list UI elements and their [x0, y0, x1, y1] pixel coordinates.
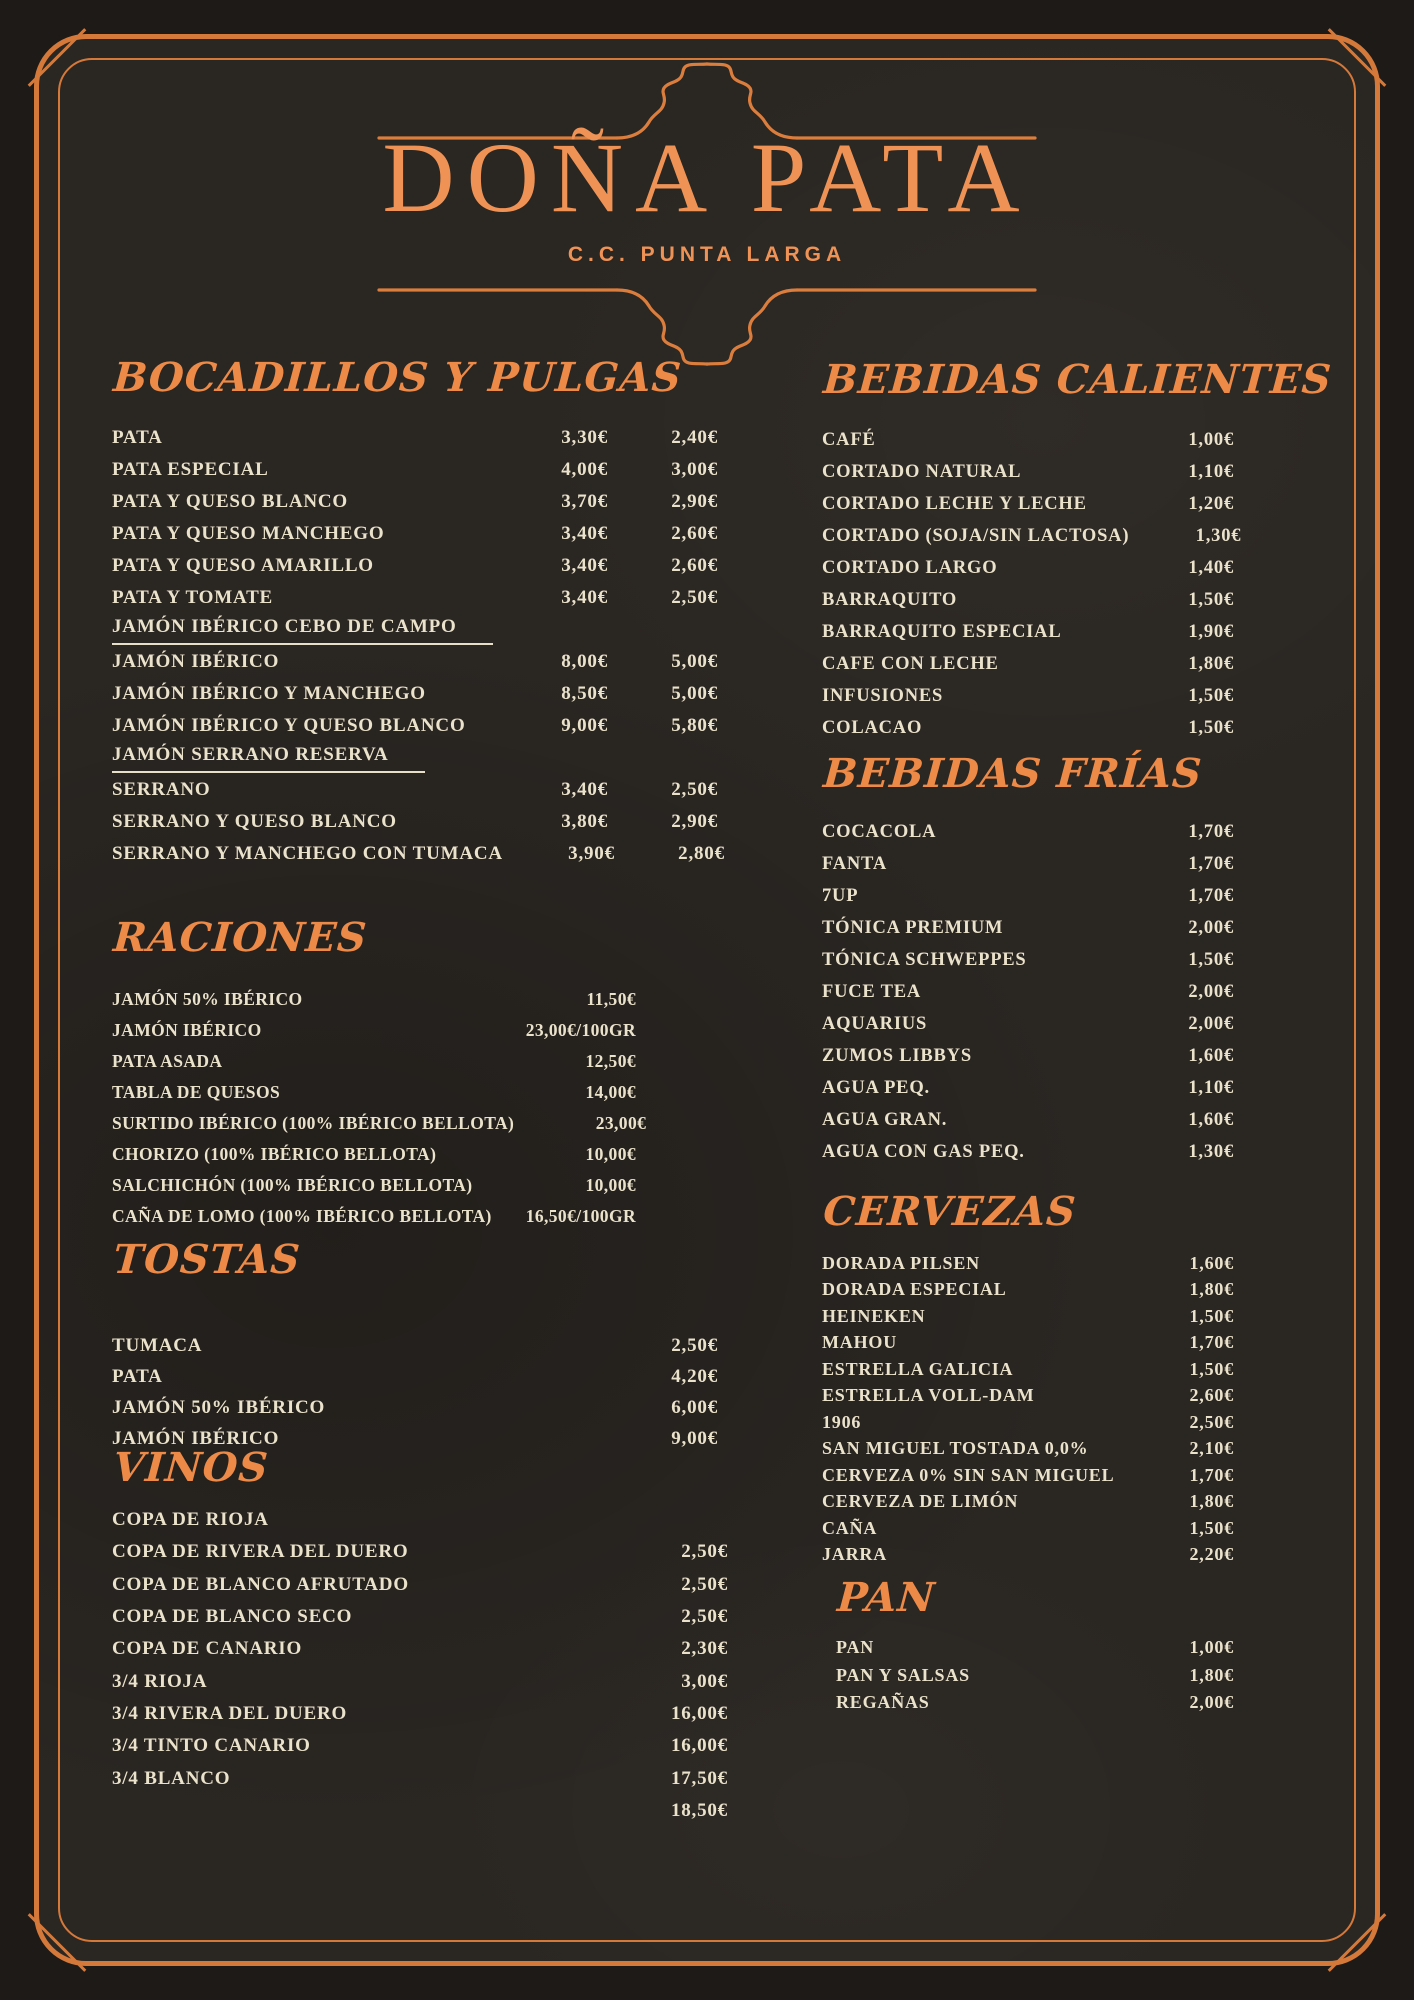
menu-section-tostas [111, 1236, 718, 1454]
section-items [822, 816, 1234, 1168]
item-name: PATA Y QUESO MANCHEGO [112, 523, 385, 544]
item-name: COCACOLA [822, 821, 937, 842]
item-name: PAN [836, 1637, 875, 1658]
item-price: 1,80€ [1189, 1491, 1234, 1512]
menu-item-row [112, 1795, 728, 1827]
item-price: 1,10€ [1188, 1077, 1234, 1098]
item-name: SALCHICHÓN (100% IBÉRICO BELLOTA) [112, 1175, 473, 1195]
menu-section-bocadillos [111, 354, 725, 870]
menu-item-row [822, 520, 1242, 552]
item-name: CERVEZA 0% SIN SAN MIGUEL [822, 1464, 1115, 1485]
item-name: TUMACA [112, 1334, 203, 1356]
section-items [112, 1504, 728, 1827]
item-price: 1,60€ [1188, 1109, 1234, 1130]
menu-item-row [112, 1330, 718, 1361]
item-name: TABLA DE QUESOS [112, 1082, 281, 1102]
item-price-2: 2,40€ [671, 427, 718, 448]
menu-item-row [822, 1356, 1234, 1383]
item-price-1: 4,00€ [561, 459, 608, 480]
menu-section-cervezas [821, 1188, 1234, 1568]
item-name: HEINEKEN [822, 1305, 926, 1326]
section-items [822, 424, 1242, 744]
menu-section-calientes [821, 356, 1334, 744]
item-price: 1,50€ [1189, 1358, 1234, 1379]
item-price: 1,00€ [1188, 429, 1234, 450]
item-name: CAFÉ [822, 429, 876, 450]
item-name: SERRANO [112, 779, 211, 800]
menu-item-row [822, 1303, 1234, 1330]
menu-item-row [822, 1462, 1234, 1489]
item-price-1: 3,30€ [561, 427, 608, 448]
item-name: COPA DE RIOJA [112, 1509, 269, 1531]
item-price: 1,10€ [1188, 461, 1234, 482]
menu-item-row [112, 710, 718, 742]
item-name: REGAÑAS [836, 1692, 930, 1713]
menu-item-row [112, 454, 718, 486]
item-price: 10,00€ [585, 1175, 636, 1195]
menu-item-row [822, 1277, 1234, 1304]
section-items [836, 1634, 1234, 1717]
item-name: CERVEZA DE LIMÓN [822, 1491, 1019, 1512]
item-price-1: 8,00€ [561, 651, 608, 672]
item-price: 2,10€ [1189, 1438, 1234, 1459]
item-price: 1,50€ [1189, 1517, 1234, 1538]
item-price: 2,30€ [681, 1638, 728, 1660]
item-name: FUCE TEA [822, 981, 922, 1002]
menu-item-row [112, 838, 725, 870]
item-price: 14,00€ [585, 1082, 636, 1102]
item-price: 2,60€ [1189, 1385, 1234, 1406]
item-price: 1,30€ [1188, 1141, 1234, 1162]
menu-item-row [112, 774, 718, 806]
menu-item-row [822, 976, 1234, 1008]
item-price: 12,50€ [585, 1051, 636, 1071]
menu-item-row [822, 1250, 1234, 1277]
item-price-2: 2,90€ [671, 491, 718, 512]
menu-item-row [822, 1383, 1234, 1410]
item-name: AQUARIUS [822, 1013, 928, 1034]
menu-item-row [822, 1008, 1234, 1040]
item-name: 3/4 BLANCO [112, 1767, 231, 1789]
item-name: JAMÓN IBÉRICO Y QUESO BLANCO [112, 715, 466, 736]
restaurant-subtitle: C.C. PUNTA LARGA [567, 243, 847, 266]
menu-section-frias [821, 750, 1234, 1168]
item-name: TÓNICA SCHWEPPES [822, 949, 1027, 970]
section-title-raciones: RACIONES [111, 914, 369, 961]
item-price-1: 3,40€ [561, 587, 608, 608]
menu-item-row [822, 912, 1234, 944]
menu-item-row [112, 1762, 728, 1794]
menu-item-row [822, 1040, 1234, 1072]
menu-item-row [822, 816, 1234, 848]
item-name: INFUSIONES [822, 685, 944, 706]
menu-item-row [822, 712, 1234, 744]
item-price: 23,00€/100GR [525, 1020, 636, 1040]
item-price: 1,80€ [1189, 1279, 1234, 1300]
menu-item-row [822, 944, 1234, 976]
item-price: 23,00€ [595, 1113, 647, 1133]
menu-item-row [822, 1436, 1234, 1463]
item-name: FANTA [822, 853, 887, 874]
item-price: 2,00€ [1188, 1013, 1234, 1034]
item-price: 2,20€ [1189, 1544, 1234, 1565]
item-name: DORADA ESPECIAL [822, 1279, 1007, 1300]
item-price: 1,90€ [1188, 621, 1234, 642]
item-price: 1,30€ [1195, 525, 1242, 546]
item-name: JAMÓN IBÉRICO CEBO DE CAMPO [112, 616, 493, 645]
menu-item-row [822, 424, 1234, 456]
item-name: 3/4 TINTO CANARIO [112, 1735, 311, 1757]
item-price: 1,70€ [1189, 1464, 1234, 1485]
item-name: CAFE CON LECHE [822, 653, 999, 674]
item-price: 11,50€ [586, 989, 636, 1009]
item-name: ZUMOS LIBBYS [822, 1045, 972, 1066]
item-name: CORTADO NATURAL [822, 461, 1022, 482]
item-name: MAHOU [822, 1332, 897, 1353]
section-title-pan: PAN [835, 1574, 937, 1621]
menu-section-vinos [111, 1444, 728, 1827]
item-name: CAÑA [822, 1517, 878, 1538]
item-name: JAMÓN IBÉRICO Y MANCHEGO [112, 683, 426, 704]
menu-item-row [822, 1542, 1234, 1569]
item-price: 2,50€ [681, 1606, 728, 1628]
item-name: PAN Y SALSAS [836, 1664, 970, 1685]
item-price-2: 2,60€ [671, 523, 718, 544]
item-name: CHORIZO (100% IBÉRICO BELLOTA) [112, 1144, 437, 1164]
section-items [822, 1250, 1234, 1568]
item-price: 2,00€ [1188, 917, 1234, 938]
item-name: DORADA PILSEN [822, 1252, 980, 1273]
menu-section-raciones [111, 914, 647, 1232]
item-price: 2,50€ [681, 1541, 728, 1563]
menu-item-row [822, 456, 1234, 488]
item-name: ESTRELLA GALICIA [822, 1358, 1014, 1379]
item-price-2: 2,50€ [671, 587, 718, 608]
menu-item-row [822, 1489, 1234, 1516]
menu-item-row [112, 1730, 728, 1762]
item-name: 7UP [822, 885, 859, 906]
section-items [112, 1330, 718, 1454]
menu-item-row [112, 1601, 728, 1633]
item-name: AGUA GRAN. [822, 1109, 948, 1130]
menu-item-row [112, 984, 636, 1015]
menu-subheader-row [112, 742, 718, 774]
item-name: JAMÓN IBÉRICO [112, 1427, 280, 1449]
item-price: 1,00€ [1189, 1637, 1234, 1658]
menu-item-row [822, 1136, 1234, 1168]
item-name: COPA DE BLANCO SECO [112, 1606, 353, 1628]
item-name: COLACAO [822, 717, 923, 738]
section-title-tostas: TOSTAS [111, 1236, 303, 1283]
menu-item-row [112, 1201, 636, 1232]
item-price-1: 3,80€ [561, 811, 608, 832]
item-name: COPA DE BLANCO AFRUTADO [112, 1573, 409, 1595]
menu-item-row [822, 1072, 1234, 1104]
header-ornament-bottom-icon [367, 258, 1047, 368]
item-price: 1,60€ [1189, 1252, 1234, 1273]
item-price: 2,00€ [1189, 1692, 1234, 1713]
menu-item-row [822, 1515, 1234, 1542]
item-name: CORTADO (SOJA/SIN LACTOSA) [822, 525, 1130, 546]
menu-item-row [822, 648, 1234, 680]
item-price: 1,70€ [1189, 1332, 1234, 1353]
item-price-2: 5,00€ [671, 683, 718, 704]
menu-item-row [836, 1662, 1234, 1690]
item-price-2: 2,50€ [671, 779, 718, 800]
item-price: 2,00€ [1188, 981, 1234, 1002]
section-items [112, 422, 725, 870]
item-name: TÓNICA PREMIUM [822, 917, 1004, 938]
item-name: SURTIDO IBÉRICO (100% IBÉRICO BELLOTA) [112, 1113, 515, 1133]
menu-item-row [822, 680, 1234, 712]
menu-item-row [112, 806, 718, 838]
menu-item-row [822, 584, 1234, 616]
item-name: CORTADO LECHE Y LECHE [822, 493, 1087, 514]
item-price: 18,50€ [670, 1799, 728, 1821]
menu-subheader-row [112, 614, 718, 646]
menu-item-row [112, 1392, 718, 1423]
menu-item-row [112, 1504, 728, 1536]
menu-item-row [112, 518, 718, 550]
menu-section-pan [835, 1574, 1234, 1717]
item-price: 9,00€ [671, 1427, 718, 1449]
menu-item-row [112, 678, 718, 710]
item-name: PATA ESPECIAL [112, 459, 269, 480]
item-price: 1,50€ [1188, 717, 1234, 738]
menu-item-row [112, 1170, 636, 1201]
item-price: 1,80€ [1189, 1664, 1234, 1685]
item-price: 1,20€ [1188, 493, 1234, 514]
item-name: PATA Y TOMATE [112, 587, 274, 608]
item-price: 1,50€ [1188, 685, 1234, 706]
item-price: 3,00€ [681, 1670, 728, 1692]
item-name: PATA ASADA [112, 1051, 223, 1071]
menu-item-row [112, 1046, 636, 1077]
section-title-calientes: BEBIDAS CALIENTES [821, 356, 1334, 403]
menu-item-row [112, 1633, 728, 1665]
item-price: 6,00€ [671, 1396, 718, 1418]
menu-item-row [112, 1698, 728, 1730]
item-name: BARRAQUITO ESPECIAL [822, 621, 1062, 642]
menu-item-row [112, 1077, 636, 1108]
item-name: 3/4 RIVERA DEL DUERO [112, 1702, 348, 1724]
menu-item-row [112, 550, 718, 582]
item-price: 2,50€ [1189, 1411, 1234, 1432]
item-name: CORTADO LARGO [822, 557, 998, 578]
section-title-vinos: VINOS [111, 1444, 271, 1491]
item-price-1: 3,40€ [561, 779, 608, 800]
item-price-1: 3,90€ [568, 843, 615, 864]
item-price: 1,40€ [1188, 557, 1234, 578]
item-price: 2,50€ [681, 1573, 728, 1595]
item-price: 16,50€/100GR [525, 1206, 636, 1226]
item-price-2: 3,00€ [671, 459, 718, 480]
menu-item-row [112, 422, 718, 454]
item-name: SERRANO Y QUESO BLANCO [112, 811, 397, 832]
item-price-2: 2,90€ [671, 811, 718, 832]
item-price-2: 5,00€ [671, 651, 718, 672]
menu-item-row [112, 582, 718, 614]
menu-item-row [836, 1634, 1234, 1662]
item-name: BARRAQUITO [822, 589, 958, 610]
item-name: JARRA [822, 1544, 887, 1565]
item-price: 1,70€ [1188, 821, 1234, 842]
item-price: 1,50€ [1188, 949, 1234, 970]
item-name: JAMÓN 50% IBÉRICO [112, 989, 303, 1009]
item-name: 1906 [822, 1411, 862, 1432]
item-price-1: 3,70€ [561, 491, 608, 512]
menu-item-row [822, 848, 1234, 880]
item-name: ESTRELLA VOLL-DAM [822, 1385, 1035, 1406]
menu-item-row [836, 1689, 1234, 1717]
item-price-1: 3,40€ [561, 523, 608, 544]
section-items [112, 984, 647, 1232]
item-price-1: 8,50€ [561, 683, 608, 704]
item-name: JAMÓN IBÉRICO [112, 1020, 262, 1040]
item-price-1: 3,40€ [561, 555, 608, 576]
menu-item-row [822, 616, 1234, 648]
item-price: 16,00€ [670, 1735, 728, 1757]
item-name: CAÑA DE LOMO (100% IBÉRICO BELLOTA) [112, 1206, 492, 1226]
item-price: 16,00€ [670, 1702, 728, 1724]
item-name: JAMÓN 50% IBÉRICO [112, 1396, 326, 1418]
item-price: 10,00€ [585, 1144, 636, 1164]
item-name: AGUA CON GAS PEQ. [822, 1141, 1025, 1162]
item-price: 1,70€ [1188, 853, 1234, 874]
menu-item-row [112, 646, 718, 678]
item-name: PATA Y QUESO BLANCO [112, 491, 349, 512]
section-title-frias: BEBIDAS FRÍAS [821, 750, 1204, 797]
menu-item-row [112, 1139, 636, 1170]
item-price-1: 9,00€ [561, 715, 608, 736]
item-name: SERRANO Y MANCHEGO CON TUMACA [112, 843, 503, 864]
menu-item-row [112, 1536, 728, 1568]
menu-item-row [822, 1409, 1234, 1436]
item-price: 1,50€ [1189, 1305, 1234, 1326]
item-name: COPA DE RIVERA DEL DUERO [112, 1541, 409, 1563]
item-name: JAMÓN IBÉRICO [112, 651, 280, 672]
menu-item-row [822, 1330, 1234, 1357]
item-price-2: 2,60€ [671, 555, 718, 576]
item-price: 17,50€ [670, 1767, 728, 1789]
section-title-bocadillos: BOCADILLOS Y PULGAS [111, 354, 684, 401]
item-name: JAMÓN SERRANO RESERVA [112, 744, 425, 773]
menu-item-row [822, 488, 1234, 520]
menu-item-row [112, 486, 718, 518]
item-price: 4,20€ [671, 1365, 718, 1387]
item-price: 1,80€ [1188, 653, 1234, 674]
menu-item-row [112, 1569, 728, 1601]
menu-item-row [822, 1104, 1234, 1136]
section-title-cervezas: CERVEZAS [821, 1188, 1078, 1235]
menu-item-row [822, 880, 1234, 912]
item-price: 2,50€ [671, 1334, 718, 1356]
menu-item-row [112, 1015, 636, 1046]
menu-item-row [112, 1108, 647, 1139]
item-name: PATA [112, 1365, 163, 1387]
item-name: PATA Y QUESO AMARILLO [112, 555, 374, 576]
item-name: 3/4 RIOJA [112, 1670, 208, 1692]
item-name: PATA [112, 427, 163, 448]
item-price-2: 2,80€ [678, 843, 725, 864]
menu-item-row [822, 552, 1234, 584]
item-price: 1,70€ [1188, 885, 1234, 906]
menu-item-row [112, 1665, 728, 1697]
restaurant-title: DOÑA PATA [382, 122, 1032, 233]
item-name: SAN MIGUEL TOSTADA 0,0% [822, 1438, 1089, 1459]
item-price: 1,60€ [1188, 1045, 1234, 1066]
menu-item-row [112, 1361, 718, 1392]
item-price-2: 5,80€ [671, 715, 718, 736]
item-name: COPA DE CANARIO [112, 1638, 303, 1660]
item-price: 1,50€ [1188, 589, 1234, 610]
item-name: AGUA PEQ. [822, 1077, 930, 1098]
